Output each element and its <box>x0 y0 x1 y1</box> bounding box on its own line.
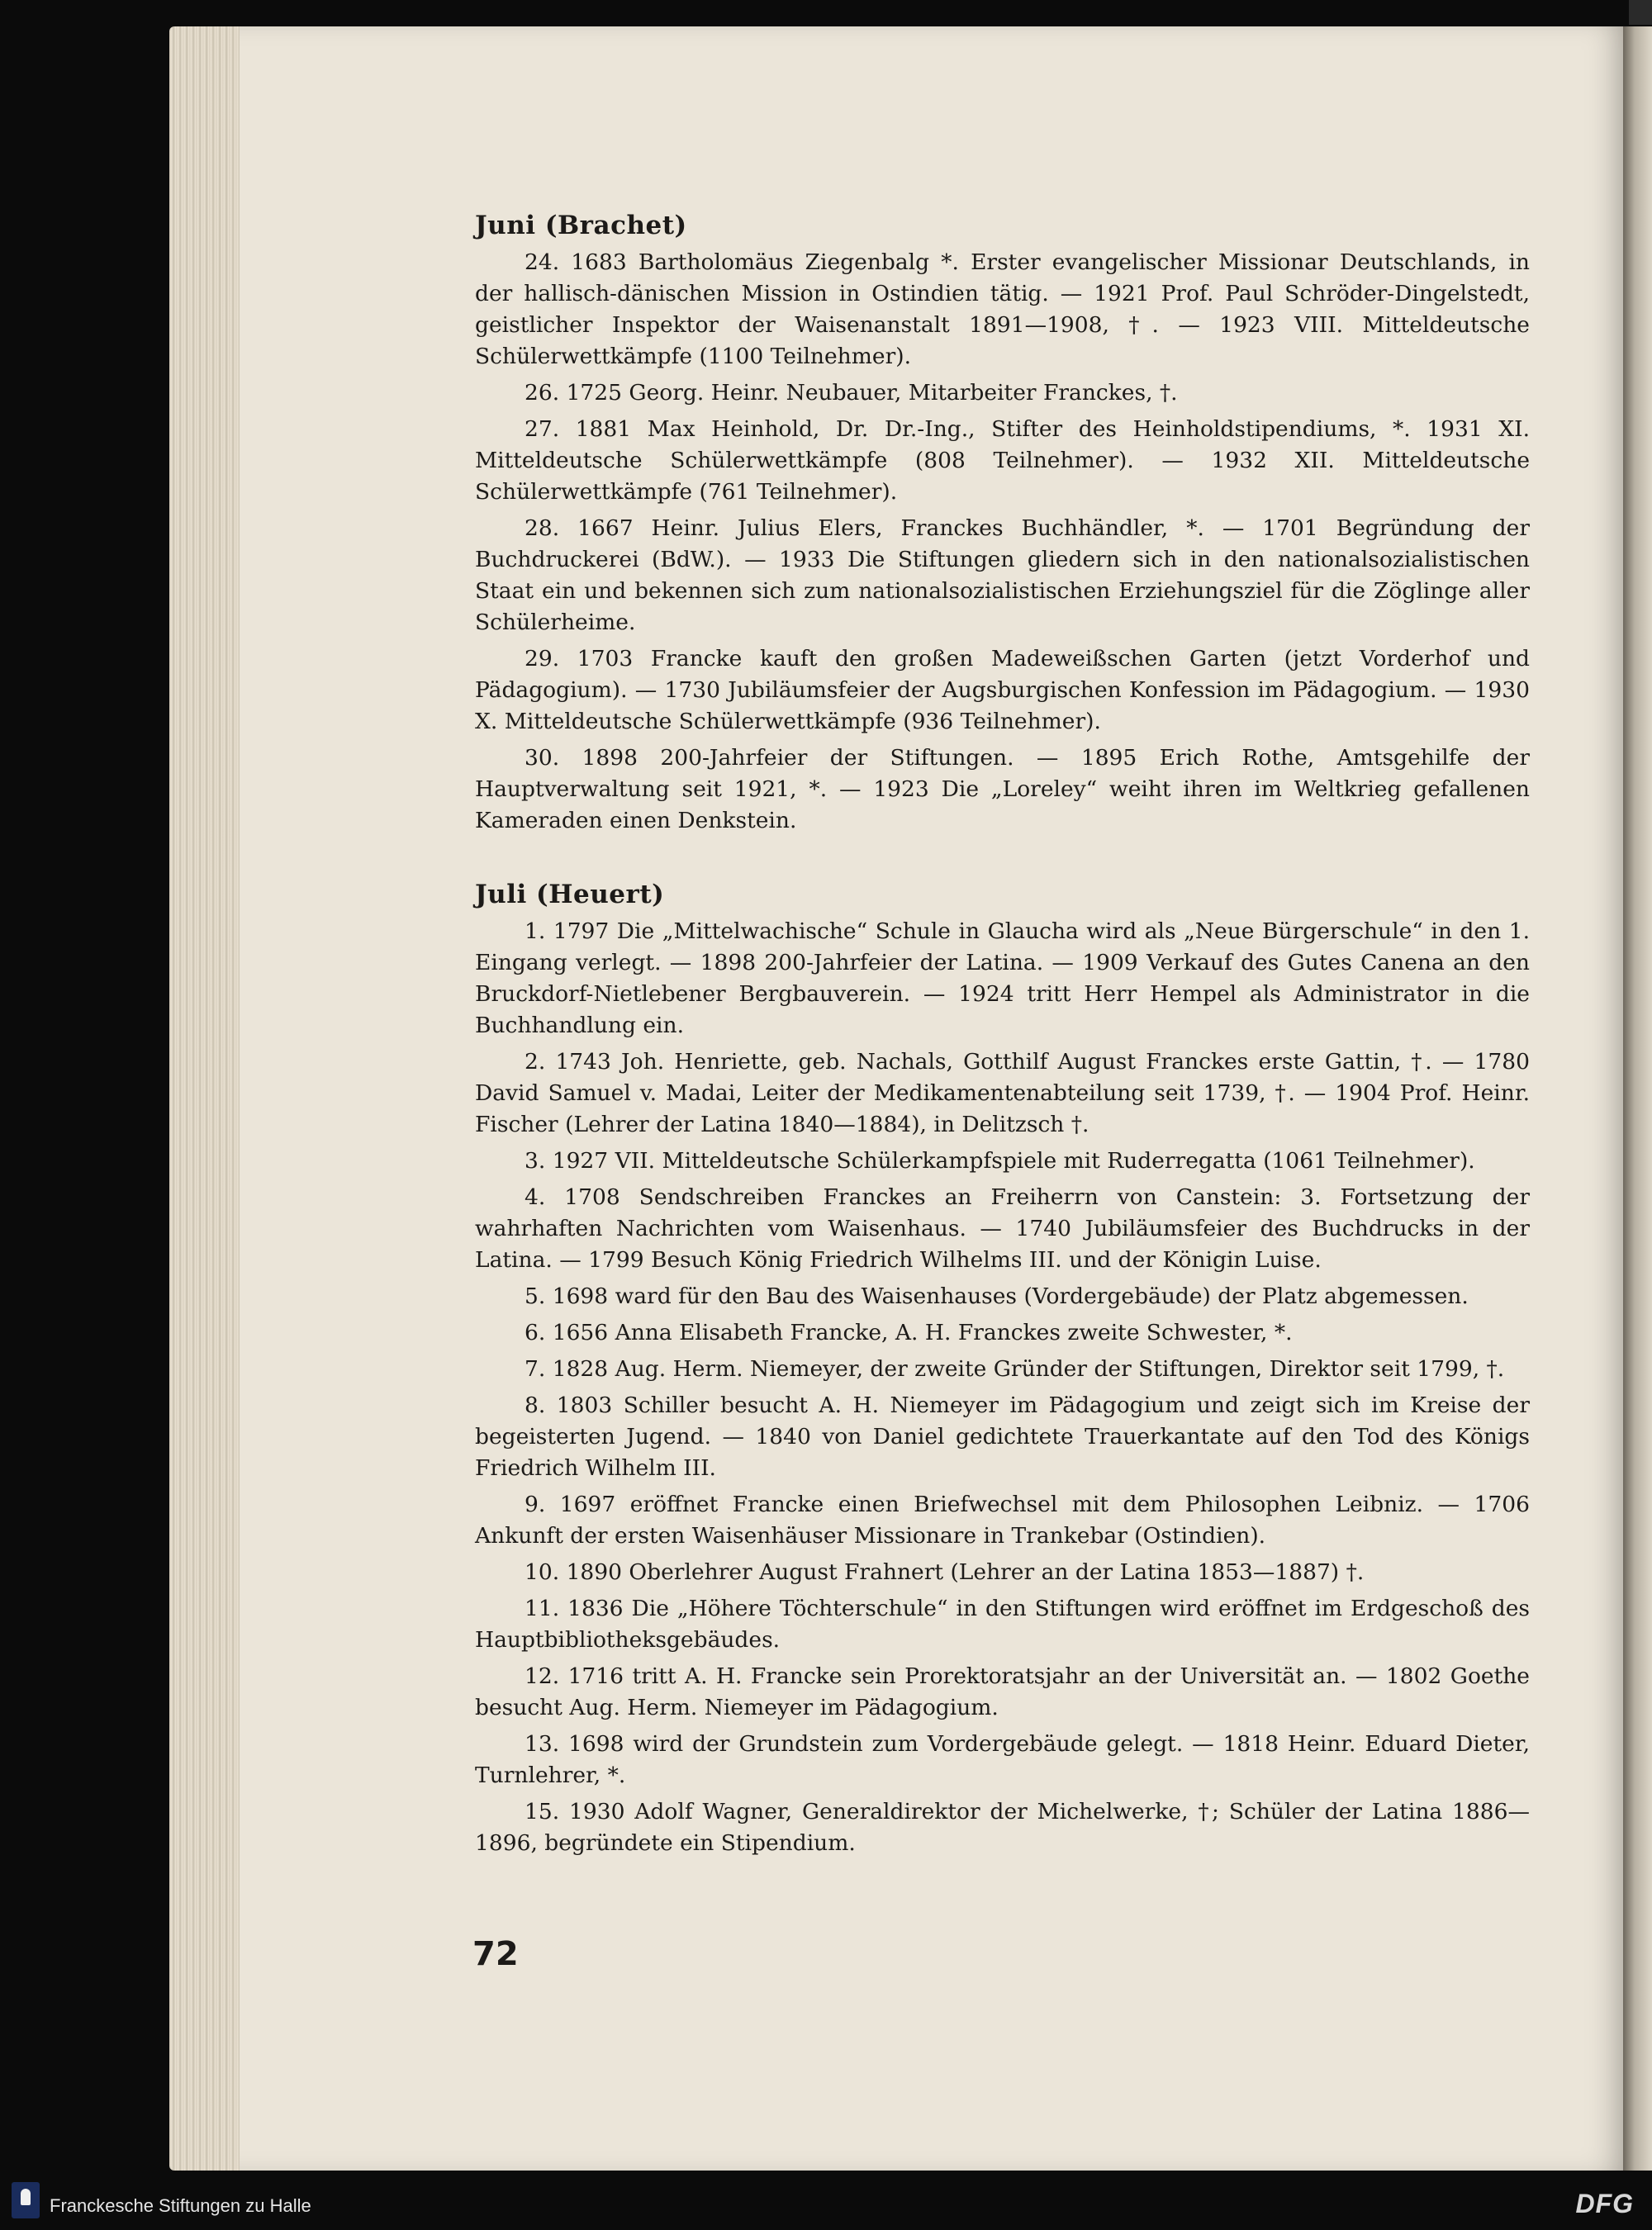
calendar-entry: 3. 1927 VII. Mitteldeutsche Schülerkampfspiele mit Ruderregatta (1061 Teilnehmer). <box>525 1148 1475 1174</box>
section-heading-juli: Juli (Heuert) <box>475 880 665 909</box>
calendar-entry: 15. 1930 Adolf Wagner, Generaldirektor der Michelwerke, †; Schüler der Latina 1886—1896, begründete ein Stipendium. <box>475 1799 1530 1856</box>
dfg-logo[interactable]: DFG <box>1575 2189 1634 2218</box>
facing-page-edge <box>1623 26 1652 2171</box>
calendar-entry: 29. 1703 Francke kauft den großen Madeweißschen Garten (jetzt Vorderhof und Pädagogium). — 1730 Jubiläumsfeier der Augsburgischen Konfession im Pädagogium. — 1930 X. Mitteldeutsche Schülerwettkämpfe (936 Teilnehmer). <box>475 646 1530 734</box>
calendar-entry: 6. 1656 Anna Elisabeth Francke, A. H. Franckes zweite Schwester, *. <box>525 1320 1293 1345</box>
institution-name[interactable]: Franckesche Stiftungen zu Halle <box>50 2195 311 2216</box>
institution-logo-icon[interactable] <box>12 2182 40 2218</box>
page-text <box>475 211 1530 1864</box>
calendar-entry: 28. 1667 Heinr. Julius Elers, Franckes Buchhändler, *. — 1701 Begründung der Buchdruckerei (BdW.). — 1933 Die Stiftungen gliedern sich in den nationalsozialistischen Staat ein und bekennen sich zum nationalsozialistischen Erziehungsziel für die Zöglinge aller Schülerheime. <box>475 515 1530 635</box>
scan-corner-mark <box>1629 0 1652 25</box>
section-heading-juni: Juni (Brachet) <box>475 211 687 240</box>
calendar-entry: 24. 1683 Bartholomäus Ziegenbalg *. Erster evangelischer Missionar Deutschlands, in der hallisch-dänischen Mission in Ostindien tätig. — 1921 Prof. Paul Schröder-Dingelstedt, geistlicher Inspektor der Waisenanstalt 1891—1908, †. — 1923 VIII. Mitteldeutsche Schülerwettkämpfe (1100 Teilnehmer). <box>475 249 1530 369</box>
calendar-entry: 12. 1716 tritt A. H. Francke sein Prorektoratsjahr an der Universität an. — 1802 Goethe besucht Aug. Herm. Niemeyer im Pädagogium. <box>475 1663 1530 1720</box>
calendar-entry: 30. 1898 200-Jahrfeier der Stiftungen. — 1895 Erich Rothe, Amtsgehilfe der Hauptverwaltung seit 1921, *. — 1923 Die „Loreley“ weiht ihren im Weltkrieg gefallenen Kameraden einen Denkstein. <box>475 745 1530 833</box>
calendar-entry: 4. 1708 Sendschreiben Franckes an Freiherrn von Canstein: 3. Fortsetzung der wahrhaften Nachrichten vom Waisenhaus. — 1740 Jubiläumsfeier des Buchdrucks in der Latina. — 1799 Besuch König Friedrich Wilhelms III. und der Königin Luise. <box>475 1184 1530 1273</box>
page-number: 72 <box>472 1935 519 1973</box>
calendar-entry: 5. 1698 ward für den Bau des Waisenhauses (Vordergebäude) der Platz abgemessen. <box>525 1283 1469 1309</box>
calendar-entry: 11. 1836 Die „Höhere Töchterschule“ in den Stiftungen wird eröffnet im Erdgeschoß des Hauptbibliotheksgebäudes. <box>475 1596 1530 1653</box>
calendar-entry: 10. 1890 Oberlehrer August Frahnert (Lehrer an der Latina 1853—1887) †. <box>525 1559 1365 1585</box>
calendar-entry: 13. 1698 wird der Grundstein zum Vordergebäude gelegt. — 1818 Heinr. Eduard Dieter, Turnlehrer, *. <box>475 1731 1530 1788</box>
calendar-entry: 26. 1725 Georg. Heinr. Neubauer, Mitarbeiter Franckes, †. <box>525 380 1178 406</box>
calendar-entry: 1. 1797 Die „Mittelwachische“ Schule in Glaucha wird als „Neue Bürgerschule“ in den 1. Eingang verlegt. — 1898 200-Jahrfeier der Latina. — 1909 Verkauf des Gutes Canena an den Bruckdorf-Nietlebener Bergbauverein. — 1924 tritt Herr Hempel als Administrator in die Buchhandlung ein. <box>475 918 1530 1038</box>
calendar-entry: 2. 1743 Joh. Henriette, geb. Nachals, Gotthilf August Franckes erste Gattin, †. — 1780 David Samuel v. Madai, Leiter der Medikamentenabteilung seit 1739, †. — 1904 Prof. Heinr. Fischer (Lehrer der Latina 1840—1884), in Delitzsch †. <box>475 1049 1530 1137</box>
calendar-entry: 9. 1697 eröffnet Francke einen Briefwechsel mit dem Philosophen Leibniz. — 1706 Ankunft der ersten Waisenhäuser Missionare in Trankebar (Ostindien). <box>475 1492 1530 1549</box>
page-edges <box>169 26 240 2171</box>
calendar-entry: 7. 1828 Aug. Herm. Niemeyer, der zweite Gründer der Stiftungen, Direktor seit 1799, †. <box>525 1356 1505 1382</box>
calendar-entry: 8. 1803 Schiller besucht A. H. Niemeyer im Pädagogium und zeigt sich im Kreise der begeisterten Jugend. — 1840 von Daniel gedichtete Trauerkantate auf den Tod des Königs Friedrich Wilhelm III. <box>475 1393 1530 1481</box>
calendar-entry: 27. 1881 Max Heinhold, Dr. Dr.-Ing., Stifter des Heinholdstipendiums, *. 1931 XI. Mitteldeutsche Schülerwettkämpfe (808 Teilnehmer). — 1932 XII. Mitteldeutsche Schülerwettkämpfe (761 Teilnehmer). <box>475 416 1530 505</box>
